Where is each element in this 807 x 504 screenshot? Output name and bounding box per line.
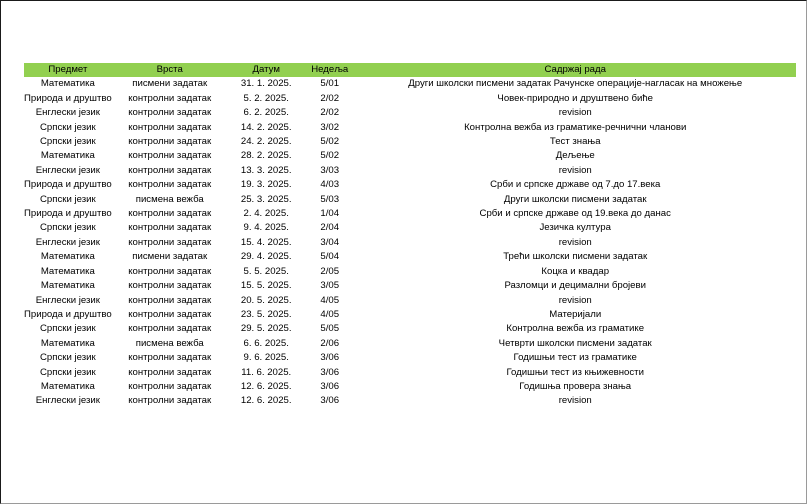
cell-week: 3/05	[320, 280, 340, 292]
cell-content: Контролна вежба из граматике-речнични чланови	[464, 121, 687, 133]
cell-date: 25. 3. 2025.	[240, 193, 292, 205]
cell-subject: Математика	[40, 251, 95, 263]
cell-content: Контролна вежба из граматике	[506, 323, 645, 335]
cell-content: Четврти школски писмени задатак	[498, 337, 652, 349]
cell-subject: Српски језик	[40, 136, 96, 148]
cell-date: 29. 4. 2025.	[240, 251, 292, 263]
table-row	[24, 207, 796, 221]
header-subject: Предмет	[48, 64, 88, 75]
cell-date: 5. 2. 2025.	[243, 92, 289, 104]
cell-content: Језичка култура	[539, 222, 611, 234]
table-row	[24, 366, 796, 380]
cell-content: Срби и српске државе од 19.века до данас	[479, 208, 671, 220]
cell-subject: Српски језик	[40, 323, 96, 335]
table-row	[24, 193, 796, 207]
cell-date: 29. 5. 2025.	[240, 323, 292, 335]
cell-subject: Математика	[40, 380, 95, 392]
cell-subject: Природа и друштво	[24, 179, 112, 191]
cell-content: Срби и српске државе од 7.до 17.века	[490, 179, 661, 191]
cell-week: 3/03	[320, 164, 340, 176]
cell-subject: Природа и друштво	[24, 92, 112, 104]
cell-type: контролни задатак	[128, 352, 212, 364]
table-row	[24, 121, 796, 135]
cell-week: 2/04	[320, 222, 340, 234]
cell-date: 9. 4. 2025.	[243, 222, 289, 234]
cell-week: 4/03	[320, 179, 340, 191]
cell-content: revision	[558, 107, 592, 119]
table-row	[24, 106, 796, 120]
cell-subject: Математика	[40, 265, 95, 277]
cell-content: revision	[558, 236, 592, 248]
cell-type: писмени задатак	[132, 78, 208, 90]
cell-week: 3/06	[320, 366, 340, 378]
table-row	[24, 308, 796, 322]
table-row	[24, 135, 796, 149]
cell-week: 5/02	[320, 136, 340, 148]
cell-subject: Природа и друштво	[24, 208, 112, 220]
cell-date: 5. 5. 2025.	[243, 265, 289, 277]
table-row	[24, 149, 796, 163]
table-body	[24, 77, 796, 408]
cell-week: 5/03	[320, 193, 340, 205]
cell-type: контролни задатак	[128, 208, 212, 220]
cell-type: контролни задатак	[128, 380, 212, 392]
cell-content: Човек-природно и друштвено биће	[497, 92, 654, 104]
cell-content: Трећи школски писмени задатак	[503, 251, 648, 263]
cell-week: 5/05	[320, 323, 340, 335]
cell-type: контролни задатак	[128, 280, 212, 292]
header-row	[24, 63, 796, 77]
table-row	[24, 394, 796, 408]
cell-subject: Српски језик	[40, 121, 96, 133]
cell-date: 6. 6. 2025.	[243, 337, 289, 349]
cell-subject: Математика	[40, 280, 95, 292]
cell-content: Материјали	[549, 308, 602, 320]
table-row	[24, 164, 796, 178]
cell-content: Други школски писмени задатак	[503, 193, 647, 205]
cell-content: Дељење	[555, 150, 595, 162]
cell-week: 5/01	[320, 78, 340, 90]
cell-date: 19. 3. 2025.	[240, 179, 292, 191]
cell-type: контролни задатак	[128, 107, 212, 119]
cell-content: Разломци и децимални бројеви	[504, 280, 646, 292]
table-row	[24, 236, 796, 250]
cell-subject: Српски језик	[40, 366, 96, 378]
cell-date: 11. 6. 2025.	[241, 366, 292, 378]
cell-week: 2/02	[320, 92, 340, 104]
table-row	[24, 380, 796, 394]
cell-week: 5/02	[320, 150, 340, 162]
cell-type: контролни задатак	[128, 366, 212, 378]
cell-type: контролни задатак	[128, 323, 212, 335]
cell-subject: Српски језик	[40, 193, 96, 205]
cell-type: контролни задатак	[128, 236, 212, 248]
cell-date: 15. 4. 2025.	[240, 236, 292, 248]
cell-subject: Математика	[40, 150, 95, 162]
cell-type: контролни задатак	[128, 308, 212, 320]
cell-content: revision	[558, 294, 592, 306]
schedule-table	[24, 63, 796, 409]
cell-type: писмени задатак	[132, 251, 208, 263]
cell-date: 12. 6. 2025.	[240, 380, 292, 392]
cell-date: 24. 2. 2025.	[240, 136, 292, 148]
cell-week: 2/02	[320, 107, 340, 119]
table-row	[24, 221, 796, 235]
cell-type: контролни задатак	[128, 179, 212, 191]
cell-type: контролни задатак	[128, 92, 212, 104]
table-row	[24, 337, 796, 351]
table-row	[24, 92, 796, 106]
cell-content: Коцка и квадар	[541, 265, 610, 277]
cell-content: Други школски писмени задатак Рачунске операције-нагласак на множење	[408, 78, 743, 90]
table-row	[24, 77, 796, 91]
cell-content: Годишња провера знања	[519, 380, 632, 392]
cell-week: 2/06	[320, 337, 340, 349]
header-date: Датум	[252, 64, 280, 75]
table-row	[24, 265, 796, 279]
cell-date: 13. 3. 2025.	[240, 164, 292, 176]
cell-subject: Енглески језик	[35, 164, 100, 176]
cell-week: 4/05	[320, 308, 340, 320]
cell-type: контролни задатак	[128, 265, 212, 277]
cell-date: 6. 2. 2025.	[243, 107, 289, 119]
table-row	[24, 351, 796, 365]
cell-week: 1/04	[320, 208, 340, 220]
cell-date: 2. 4. 2025.	[243, 208, 289, 220]
cell-content: revision	[558, 164, 592, 176]
cell-week: 3/06	[320, 380, 340, 392]
table-row	[24, 294, 796, 308]
cell-type: контролни задатак	[128, 136, 212, 148]
cell-subject: Српски језик	[40, 222, 96, 234]
cell-content: Тест знања	[549, 136, 601, 148]
cell-content: Годишњи тест из књижевности	[506, 366, 644, 378]
cell-week: 3/02	[320, 121, 340, 133]
cell-date: 23. 5. 2025.	[240, 308, 292, 320]
cell-type: писмена вежба	[135, 193, 204, 205]
cell-date: 14. 2. 2025.	[240, 121, 292, 133]
cell-subject: Енглески језик	[35, 294, 100, 306]
cell-content: revision	[558, 395, 592, 407]
table-row	[24, 279, 796, 293]
table-row	[24, 250, 796, 264]
cell-content: Годишњи тест из граматике	[513, 352, 637, 364]
cell-week: 3/06	[320, 395, 340, 407]
cell-date: 15. 5. 2025.	[240, 280, 292, 292]
cell-type: контролни задатак	[128, 121, 212, 133]
cell-subject: Математика	[40, 337, 95, 349]
header-week: Недеља	[311, 64, 349, 75]
cell-week: 3/04	[320, 236, 340, 248]
cell-week: 2/05	[320, 265, 340, 277]
table-row	[24, 322, 796, 336]
cell-subject: Енглески језик	[35, 395, 100, 407]
cell-type: контролни задатак	[128, 150, 212, 162]
cell-week: 4/05	[320, 294, 340, 306]
cell-type: контролни задатак	[128, 294, 212, 306]
cell-subject: Енглески језик	[35, 236, 100, 248]
header-content: Садржај рада	[544, 64, 606, 75]
cell-week: 5/04	[320, 251, 340, 263]
cell-type: контролни задатак	[128, 395, 212, 407]
cell-subject: Српски језик	[40, 352, 96, 364]
cell-type: писмена вежба	[135, 337, 204, 349]
cell-date: 20. 5. 2025.	[240, 294, 292, 306]
cell-type: контролни задатак	[128, 222, 212, 234]
cell-type: контролни задатак	[128, 164, 212, 176]
cell-subject: Природа и друштво	[24, 308, 112, 320]
cell-date: 9. 6. 2025.	[243, 352, 289, 364]
cell-date: 12. 6. 2025.	[240, 395, 292, 407]
cell-subject: Математика	[40, 78, 95, 90]
cell-subject: Енглески језик	[35, 107, 100, 119]
cell-date: 31. 1. 2025.	[240, 78, 292, 90]
table-row	[24, 178, 796, 192]
cell-week: 3/06	[320, 352, 340, 364]
header-type: Врста	[156, 64, 183, 75]
cell-date: 28. 2. 2025.	[240, 150, 292, 162]
